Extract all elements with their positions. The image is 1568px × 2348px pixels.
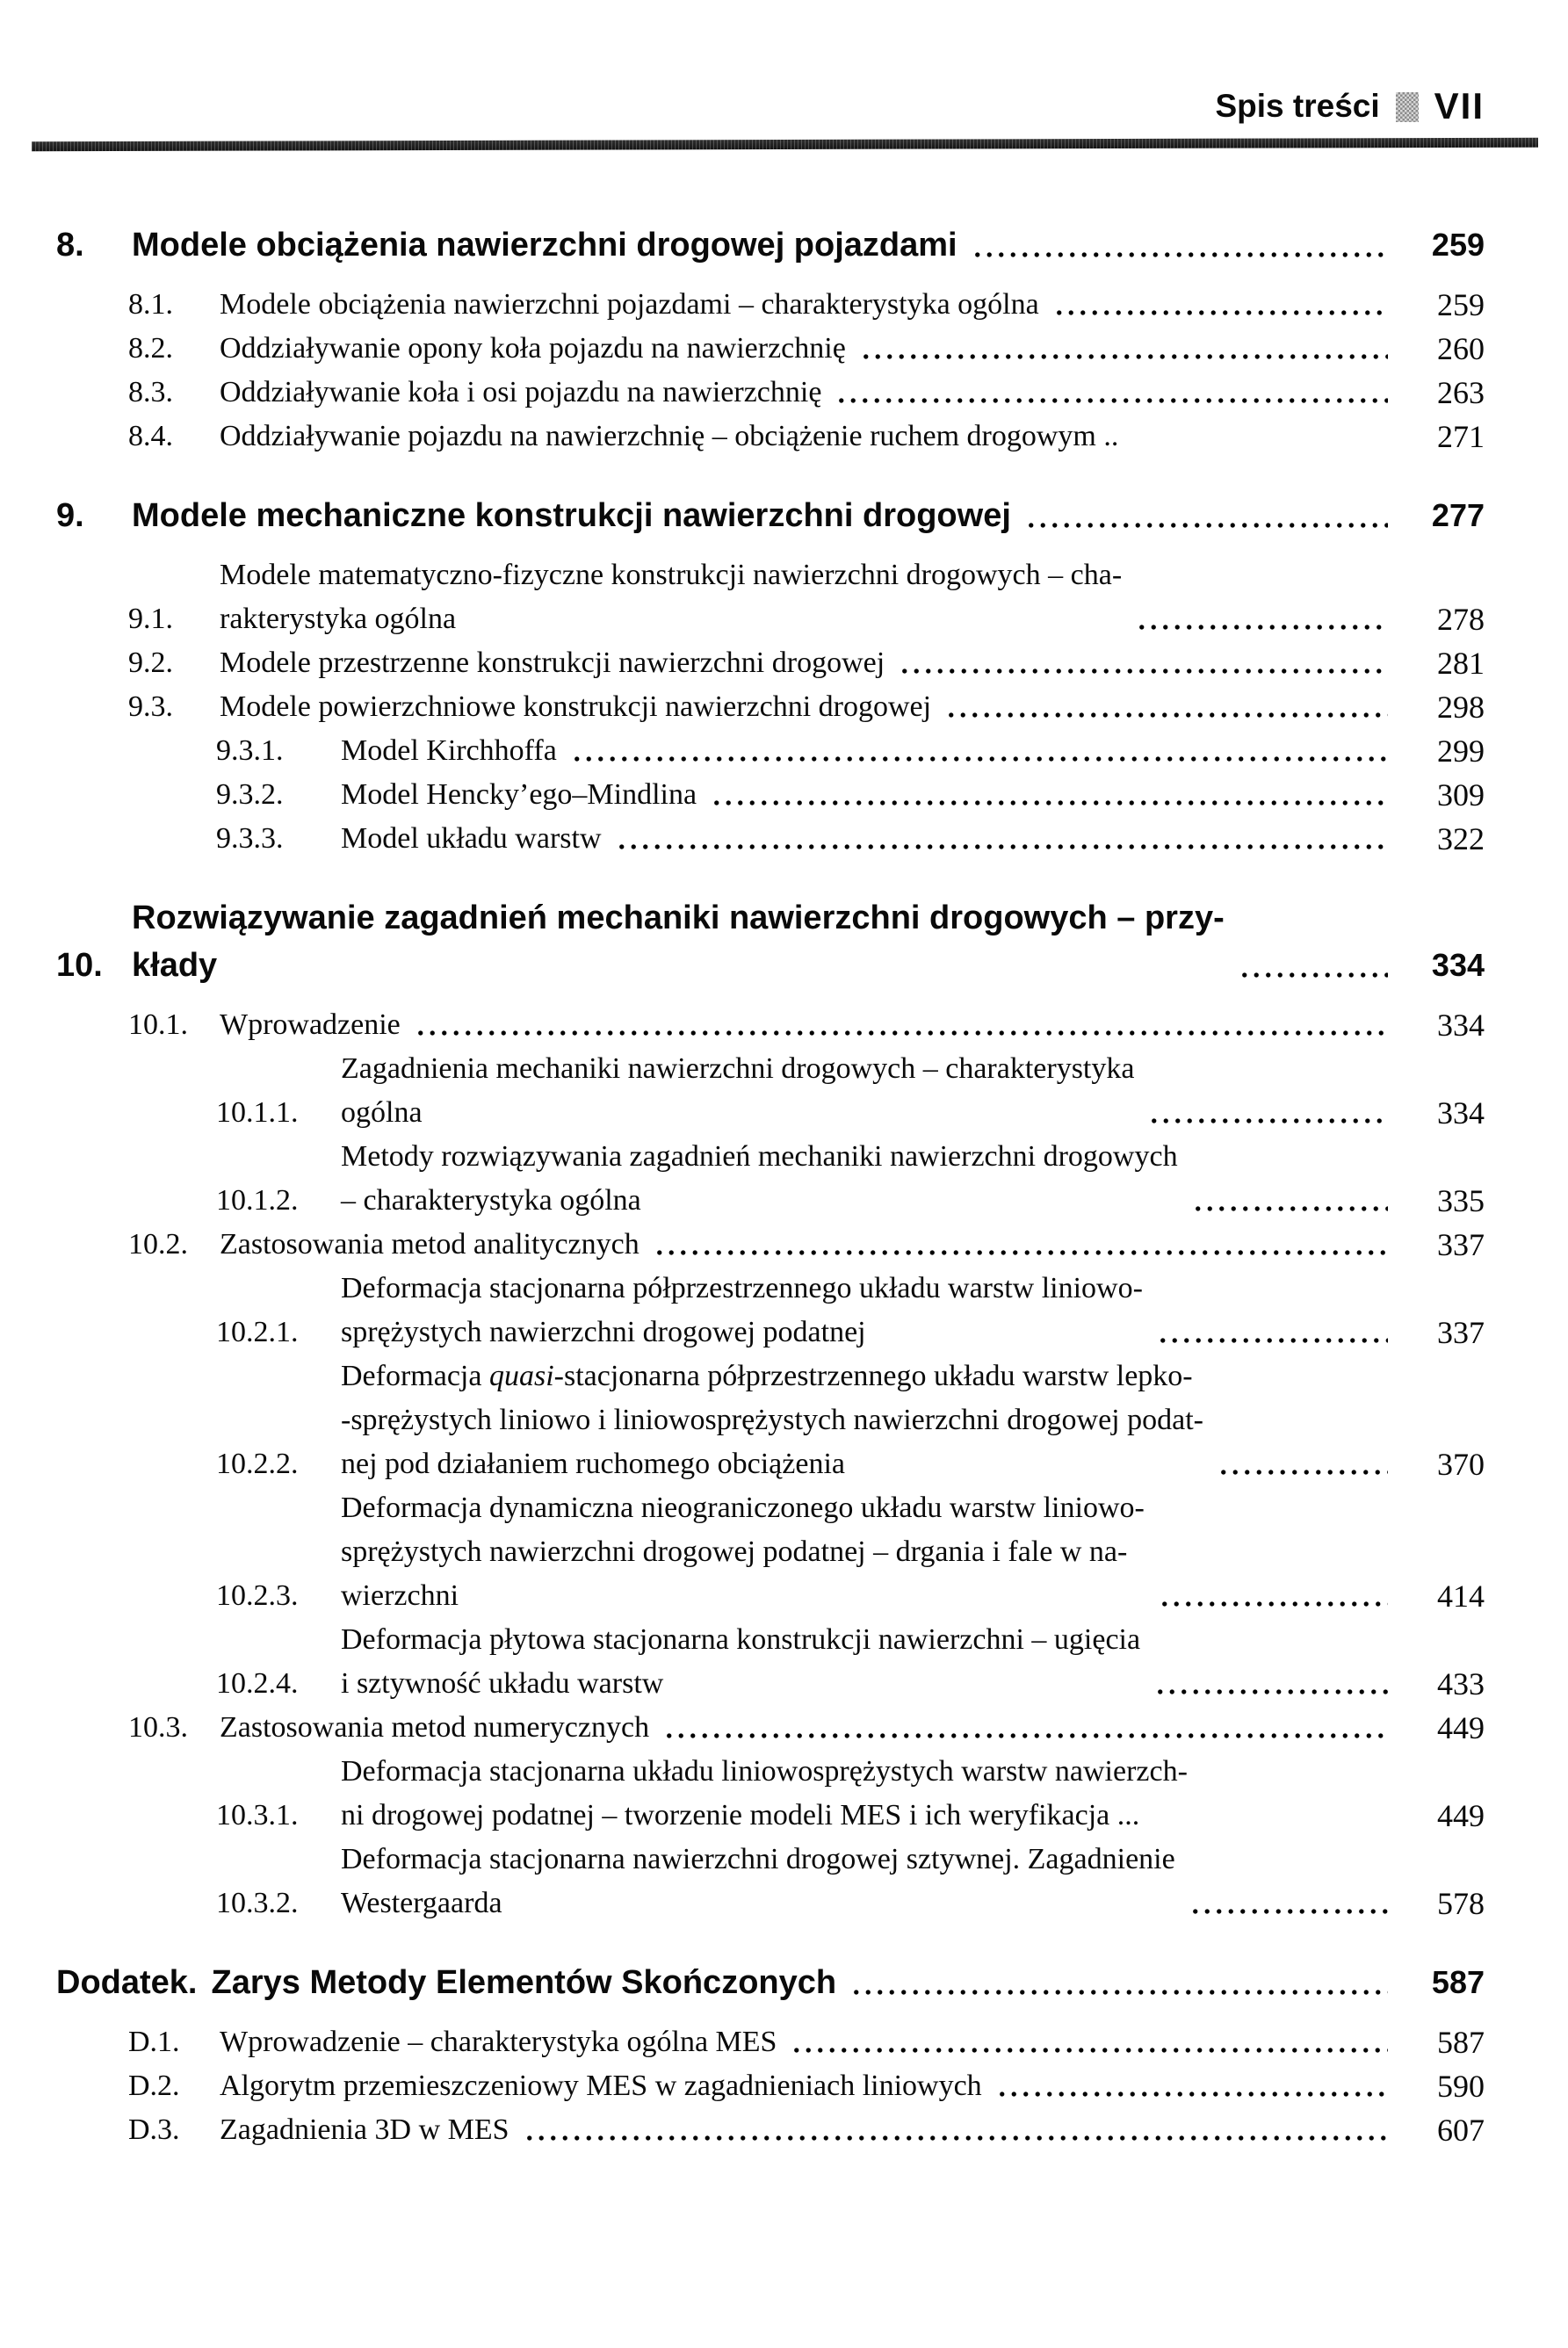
- dot-leader: [856, 353, 1388, 360]
- entry-number: 10.2.: [128, 1228, 188, 1261]
- toc-entry-row: [56, 1706, 1485, 1750]
- entry-number: 10.1.2.: [216, 1184, 299, 1217]
- page-number: 337: [1437, 1227, 1485, 1262]
- toc-entry-row: [56, 1486, 1485, 1618]
- dot-leader: [832, 397, 1388, 404]
- toc-entry-row: [56, 327, 1485, 371]
- toc-entry-row: [56, 553, 1485, 641]
- entry-title: Zagadnienia 3D w MES: [220, 2113, 509, 2146]
- toc-chapter-row: [56, 221, 1485, 269]
- dot-leader: [1151, 1688, 1388, 1695]
- entry-title: Model układu warstw: [341, 822, 602, 855]
- toc-chapter-row: [56, 492, 1485, 539]
- page-number: 271: [1437, 419, 1485, 454]
- toc-entry-row: [56, 2108, 1485, 2152]
- dot-leader: [411, 1030, 1388, 1037]
- page-number: 260: [1437, 331, 1485, 366]
- page-number: 590: [1437, 2069, 1485, 2104]
- entry-title: Modele obciążenia nawierzchni drogowej pojazdami: [132, 227, 957, 264]
- page-number: 587: [1437, 2025, 1485, 2060]
- entry-title: Modele przestrzenne konstrukcji nawierzchni drogowej: [220, 647, 885, 679]
- page-number: 587: [1431, 1964, 1485, 2000]
- dot-leader: [895, 668, 1388, 675]
- entry-number: 9.3.: [128, 690, 173, 723]
- toc-entry-row: [56, 1355, 1485, 1486]
- entry-title: Deformacja dynamiczna nieograniczonego układu warstw liniowo- sprężystych nawierzchni drogowej podatnej – drgania i fale w na- wierzchni: [341, 1492, 1145, 1612]
- toc-entry-row: [56, 1047, 1485, 1135]
- entry-number: 10.: [56, 947, 103, 984]
- dot-leader: [1022, 522, 1388, 529]
- dot-leader: [1145, 1117, 1388, 1124]
- dot-leader: [1186, 1908, 1388, 1915]
- dot-leader: [520, 2135, 1388, 2142]
- dot-leader: [1132, 624, 1388, 631]
- header-page-number: VII: [1434, 85, 1485, 126]
- entry-number: D.2.: [128, 2070, 180, 2102]
- dot-leader: [993, 2091, 1388, 2098]
- dot-leader: [660, 1732, 1388, 1739]
- page-number: 414: [1437, 1579, 1485, 1614]
- entry-number: D.3.: [128, 2113, 180, 2146]
- entry-title: Zastosowania metod analitycznych: [220, 1228, 639, 1261]
- entry-title: Oddziaływanie koła i osi pojazdu na nawierzchnię: [220, 376, 822, 408]
- page-number: 334: [1431, 947, 1485, 983]
- entry-number: 9.3.3.: [216, 822, 284, 855]
- page-number: 449: [1437, 1710, 1485, 1745]
- toc-entry-row: [56, 1135, 1485, 1223]
- entry-title: Oddziaływanie opony koła pojazdu na nawierzchnię: [220, 332, 846, 365]
- dot-leader: [968, 251, 1388, 258]
- toc-entry-row: [56, 1003, 1485, 1047]
- entry-number: 10.2.3.: [216, 1579, 299, 1612]
- entry-number: 9.2.: [128, 647, 173, 679]
- dot-leader: [847, 1989, 1388, 1996]
- entry-number: 8.4.: [128, 420, 173, 452]
- entry-title: Rozwiązywanie zagadnień mechaniki nawierzchni drogowych – przy- kłady: [132, 899, 1225, 984]
- dot-leader: [1235, 972, 1388, 979]
- dot-leader: [1198, 1820, 1388, 1827]
- entry-number: Dodatek.: [56, 1964, 198, 2001]
- toc-entry-row: [56, 685, 1485, 729]
- page-number: 322: [1437, 821, 1485, 856]
- page-header: [1215, 85, 1485, 126]
- header-title: Spis treści: [1215, 88, 1380, 124]
- entry-title: Deformacja stacjonarna nawierzchni drogowej sztywnej. Zagadnienie Westergaarda: [341, 1843, 1175, 1919]
- entry-title: Zarys Metody Elementów Skończonych: [211, 1964, 837, 2001]
- dot-leader: [1050, 309, 1388, 316]
- page-number: 259: [1437, 287, 1485, 322]
- entry-title: Zagadnienia mechaniki nawierzchni drogowych – charakterystyka ogólna: [341, 1052, 1135, 1129]
- dot-leader: [707, 799, 1388, 806]
- page-number: 433: [1437, 1666, 1485, 1701]
- dot-leader: [567, 755, 1388, 762]
- dot-leader: [1129, 441, 1388, 448]
- entry-number: 10.2.4.: [216, 1667, 299, 1700]
- dot-leader: [1153, 1337, 1388, 1344]
- page-number: 370: [1437, 1447, 1485, 1482]
- section-marker-icon: [1396, 92, 1419, 122]
- toc-entry-row: [56, 2020, 1485, 2064]
- toc-chapter-row: [56, 1959, 1485, 2006]
- dot-leader: [650, 1249, 1388, 1256]
- page-number: 259: [1431, 227, 1485, 263]
- dot-leader: [942, 712, 1388, 719]
- toc-entry-row: [56, 773, 1485, 817]
- page-number: 607: [1437, 2113, 1485, 2148]
- page-number: 334: [1437, 1095, 1485, 1131]
- entry-title: Algorytm przemieszczeniowy MES w zagadnieniach liniowych: [220, 2070, 982, 2102]
- entry-title: Deformacja stacjonarna układu liniowosprężystych warstw nawierzch- ni drogowej podatnej – tworzenie modeli MES i ich weryfikacja ...: [341, 1755, 1188, 1831]
- entry-title: Wprowadzenie: [220, 1008, 401, 1041]
- page-number: 337: [1437, 1315, 1485, 1350]
- page-number: 263: [1437, 375, 1485, 410]
- entry-number: 8.: [56, 227, 84, 264]
- entry-title: Deformacja quasi-stacjonarna półprzestrzennego układu warstw lepko- -sprężystych liniowo i liniowosprężystych nawierzchni drogowej podat- nej pod działaniem ruchomego obciążenia: [341, 1360, 1203, 1480]
- entry-title: Modele mechaniczne konstrukcji nawierzchni drogowej: [132, 497, 1011, 534]
- toc-entry-row: [56, 641, 1485, 685]
- entry-number: 9.1.: [128, 603, 173, 635]
- toc-entry-row: [56, 1750, 1485, 1838]
- page-number: 335: [1437, 1183, 1485, 1218]
- page-number: 449: [1437, 1798, 1485, 1833]
- entry-number: 8.3.: [128, 376, 173, 408]
- entry-number: 9.3.1.: [216, 734, 284, 767]
- page-number: 277: [1431, 497, 1485, 533]
- dot-leader: [1155, 1600, 1388, 1607]
- toc-entry-row: [56, 729, 1485, 773]
- toc-entry-row: [56, 1223, 1485, 1267]
- page-number: 578: [1437, 1886, 1485, 1921]
- dot-leader: [787, 2047, 1388, 2054]
- entry-title: Deformacja stacjonarna półprzestrzennego układu warstw liniowo- sprężystych nawierzchni drogowej podatnej: [341, 1272, 1143, 1348]
- entry-number: 10.1.1.: [216, 1096, 299, 1129]
- header-rule: [32, 138, 1538, 151]
- entry-title: Modele powierzchniowe konstrukcji nawierzchni drogowej: [220, 690, 932, 723]
- toc-chapter-row: [56, 894, 1485, 989]
- toc-entry-row: [56, 1618, 1485, 1706]
- toc-entry-row: [56, 1267, 1485, 1355]
- entry-number: D.1.: [128, 2026, 180, 2058]
- entry-number: 10.3.: [128, 1711, 188, 1744]
- entry-number: 8.2.: [128, 332, 173, 365]
- toc-entry-row: [56, 371, 1485, 415]
- page-number: 309: [1437, 777, 1485, 813]
- entry-title: Zastosowania metod numerycznych: [220, 1711, 650, 1744]
- entry-number: 8.1.: [128, 288, 173, 321]
- page-number: 281: [1437, 646, 1485, 681]
- toc-list: [56, 188, 1485, 2152]
- page-number: 278: [1437, 602, 1485, 637]
- toc-entry-row: [56, 1838, 1485, 1925]
- entry-title: Deformacja płytowa stacjonarna konstrukcji nawierzchni – ugięcia i sztywność układu warstw: [341, 1623, 1141, 1700]
- entry-title: Modele obciążenia nawierzchni pojazdami – charakterystyka ogólna: [220, 288, 1039, 321]
- entry-title: Model Kirchhoffa: [341, 734, 557, 767]
- entry-number: 9.3.2.: [216, 778, 284, 811]
- entry-title: Model Hencky’ego–Mindlina: [341, 778, 697, 811]
- dot-leader: [1214, 1469, 1388, 1476]
- dot-leader: [612, 843, 1388, 850]
- page-number: 299: [1437, 733, 1485, 769]
- entry-number: 10.3.2.: [216, 1887, 299, 1919]
- page-number: 298: [1437, 690, 1485, 725]
- page-number: 334: [1437, 1008, 1485, 1043]
- entry-number: 10.2.1.: [216, 1316, 299, 1348]
- entry-title: Modele matematyczno-fizyczne konstrukcji nawierzchni drogowych – cha- rakterystyka ogólna: [220, 559, 1123, 635]
- entry-number: 9.: [56, 497, 84, 534]
- toc-entry-row: [56, 415, 1485, 459]
- entry-number: 10.2.2.: [216, 1448, 299, 1480]
- entry-number: 10.3.1.: [216, 1799, 299, 1831]
- entry-title: Wprowadzenie – charakterystyka ogólna MES: [220, 2026, 777, 2058]
- toc-entry-row: [56, 2064, 1485, 2108]
- toc-entry-row: [56, 817, 1485, 861]
- entry-title: Metody rozwiązywania zagadnień mechaniki nawierzchni drogowych – charakterystyka ogólna: [341, 1140, 1178, 1217]
- entry-title: Oddziaływanie pojazdu na nawierzchnię – obciążenie ruchem drogowym ..: [220, 420, 1119, 452]
- toc-entry-row: [56, 283, 1485, 327]
- dot-leader: [1189, 1205, 1388, 1212]
- entry-number: 10.1.: [128, 1008, 188, 1041]
